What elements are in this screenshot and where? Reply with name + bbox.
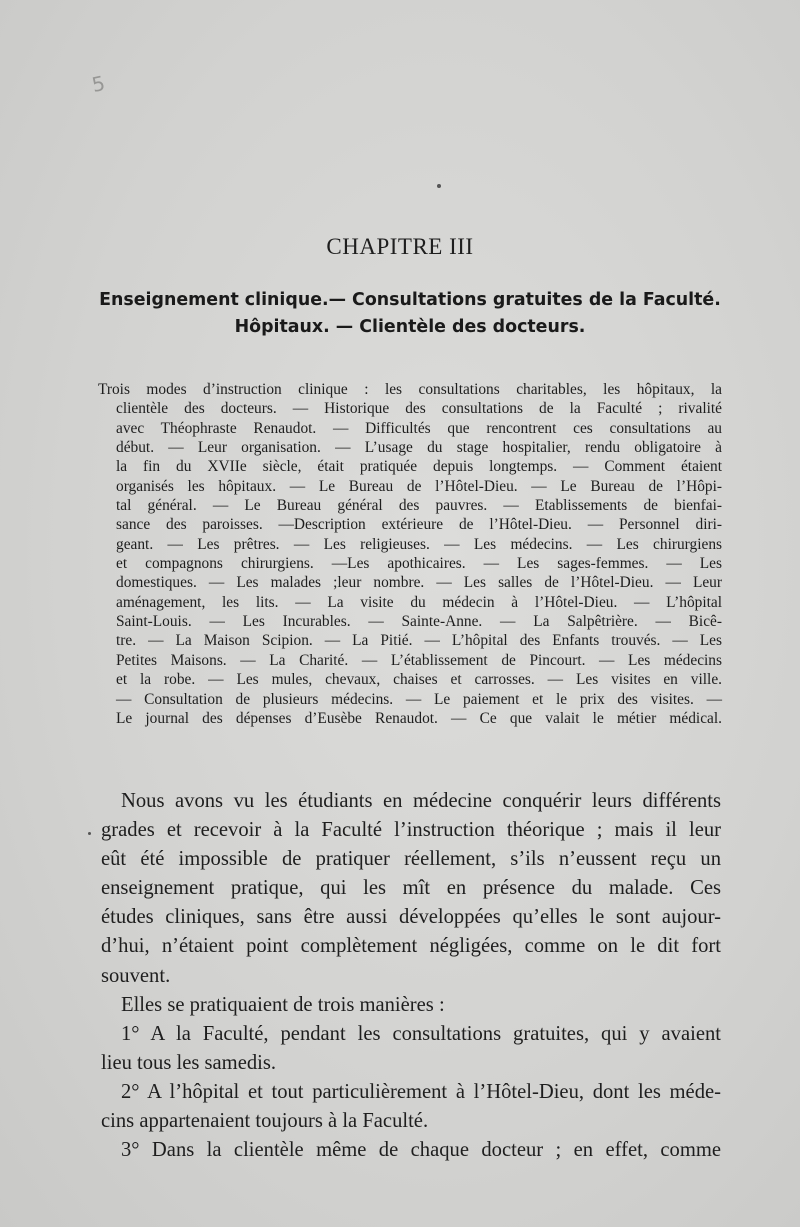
summary-line: Trois modes d’instruction clinique : les consultations charitables, les hôpitaux, la <box>98 381 722 398</box>
body-line: d’hui, n’étaient point complètement négligées, comme on le dit fort <box>101 935 721 958</box>
summary-line: et la robe. — Les mules, chevaux, chaises et carrosses. — Les visites en ville. <box>116 671 722 689</box>
summary-line: sance des paroisses. —Description extérieure de l’Hôtel-Dieu. — Personnel diri- <box>116 516 722 534</box>
summary-line: début. — Leur organisation. — L’usage du stage hospitalier, rendu obligatoire à <box>116 439 722 457</box>
chapter-number: CHAPITRE III <box>326 234 474 259</box>
body-line: études cliniques, sans être aussi développées qu’elles le sont aujour- <box>101 906 721 929</box>
summary-line: Le journal des dépenses d’Eusèbe Renaudot. — Ce que valait le métier médical. <box>116 709 722 727</box>
summary-line: Saint-Louis. — Les Incurables. — Sainte-Anne. — La Salpêtrière. — Bicê- <box>116 613 722 631</box>
summary-line: Petites Maisons. — La Charité. — L’établissement de Pincourt. — Les médecins <box>116 651 722 669</box>
summary-line: tal général. — Le Bureau général des pauvres. — Etablissements de bienfai- <box>116 497 722 515</box>
body-line: eût été impossible de pratiquer réellement, s’ils n’eussent reçu un <box>101 848 721 871</box>
summary-line: tre. — La Maison Scipion. — La Pitié. — L’hôpital des Enfants trouvés. — Les <box>116 632 722 650</box>
body-text <box>101 787 721 1165</box>
heading-line: Enseignement clinique.— Consultations gratuites de la Faculté. <box>99 290 721 310</box>
body-line: souvent. <box>101 964 171 987</box>
body-line: cins appartenaient toujours à la Faculté. <box>101 1110 429 1133</box>
body-line: 3° Dans la clientèle même de chaque docteur ; en effet, comme <box>121 1139 721 1162</box>
body-line: Elles se pratiquaient de trois manières : <box>121 993 445 1016</box>
summary-line: aménagement, les lits. — La visite du médecin à l’Hôtel-Dieu. — L’hôpital <box>116 593 722 611</box>
summary-line: geant. — Les prêtres. — Les religieuses. — Les médecins. — Les chirurgiens <box>116 535 722 553</box>
body-line: Nous avons vu les étudiants en médecine conquérir leurs différents <box>121 790 721 812</box>
heading-line: Hôpitaux. — Clientèle des docteurs. <box>234 317 586 337</box>
body-line: 1° A la Faculté, pendant les consultations gratuites, qui y avaient <box>121 1022 721 1045</box>
body-line: enseignement pratique, qui les mît en présence du malade. Ces <box>101 877 721 900</box>
summary-line: la fin du XVIIe siècle, était pratiquée depuis longtemps. — Comment étaient <box>116 458 722 476</box>
summary-line: domestiques. — Les malades ;leur nombre. — Les salles de l’Hôtel-Dieu. — Leur <box>116 574 722 592</box>
ink-speck <box>88 832 91 835</box>
ink-speck <box>437 184 441 188</box>
summary-line: et compagnons chirurgiens. —Les apothicaires. — Les sages-femmes. — Les <box>116 555 722 573</box>
body-line: lieu tous les samedis. <box>101 1051 277 1074</box>
pencil-mark: 5 <box>89 70 108 98</box>
summary-line: organisés les hôpitaux. — Le Bureau de l’Hôtel-Dieu. — Le Bureau de l’Hôpi- <box>116 477 722 495</box>
chapter-summary <box>98 380 722 728</box>
body-line: 2° A l’hôpital et tout particulièrement à l’Hôtel-Dieu, dont les méde- <box>121 1080 721 1103</box>
summary-line: clientèle des docteurs. — Historique des consultations de la Faculté ; rivalité <box>116 400 722 418</box>
body-line: grades et recevoir à la Faculté l’instruction théorique ; mais il leur <box>101 819 721 842</box>
summary-line: avec Théophraste Renaudot. — Difficultés que rencontrent ces consultations au <box>116 419 722 437</box>
summary-line: — Consultation de plusieurs médecins. — Le paiement et le prix des visites. — <box>116 690 722 708</box>
chapter-heading <box>60 287 760 341</box>
